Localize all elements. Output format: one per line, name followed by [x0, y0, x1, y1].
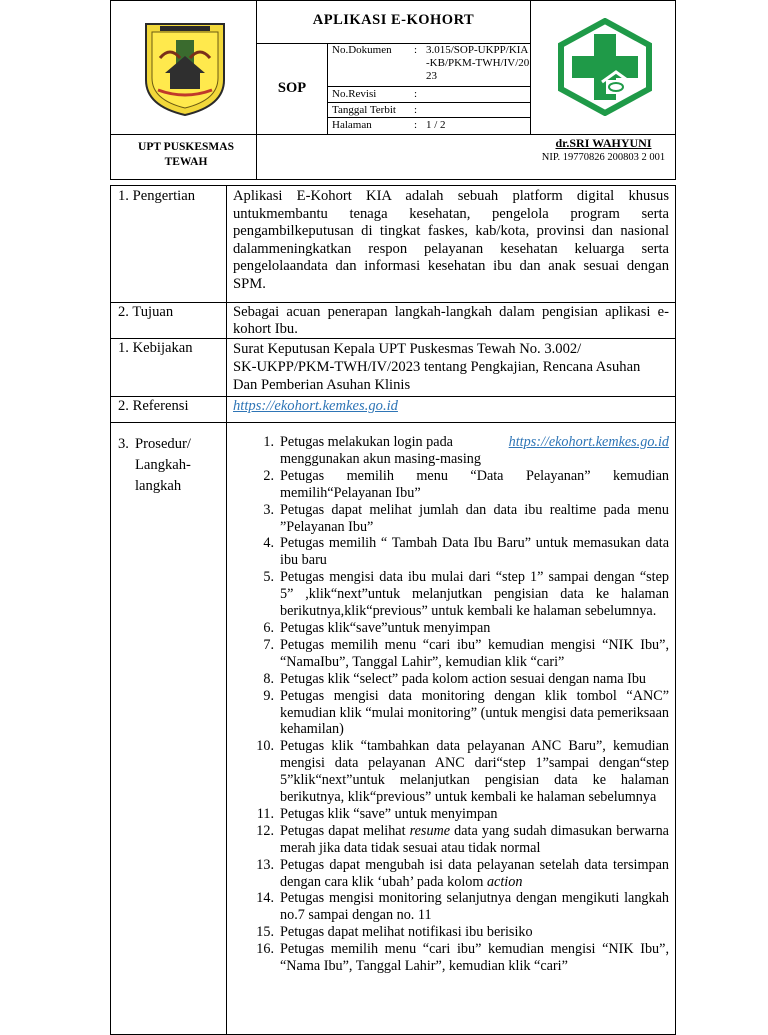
- kebijakan-line-1: Surat Keputusan Kepala UPT Puskesmas Tewah No. 3.002/: [233, 341, 582, 357]
- field-halaman-label: Halaman: [332, 119, 372, 131]
- step-13-text-pre: Petugas dapat mengubah isi data pelayanan setelah data tersimpan dengan cara klik ‘ubah’ pada kolom: [280, 856, 669, 890]
- step-1-link[interactable]: https://ekohort.kemkes.go.id: [508, 434, 669, 450]
- list-item: 14. Petugas mengisi monitoring selanjutnya dengan mengikuti langkah no.7 sampai dengan no. 11: [256, 890, 669, 924]
- field-tanggal-terbit-label: Tanggal Terbit: [332, 104, 396, 116]
- prosedur-label-line-2: Langkah-: [135, 457, 191, 473]
- step-text: Petugas memilih menu “cari ibu” kemudian mengisi “NIK Ibu”, “Nama Ibu”, Tanggal Lahir”, kemudian klik “cari”: [280, 941, 669, 975]
- field-no-dokumen-label: No.Dokumen: [332, 44, 392, 56]
- list-item: 7. Petugas memilih menu “cari ibu” kemudian mengisi “NIK Ibu”, “NamaIbu”, Tanggal Lahir”, kemudian klik “cari”: [263, 636, 669, 670]
- prosedur-label-line-3: langkah: [135, 478, 182, 494]
- field-halaman-sep: :: [414, 119, 418, 131]
- document-title: APLIKASI E-KOHORT: [312, 12, 475, 28]
- section-label-pengertian: 1. Pengertian: [118, 188, 196, 204]
- regional-crest-icon: [140, 18, 230, 118]
- section-label-prosedur: [118, 434, 222, 497]
- kebijakan-line-2: SK-UKPP/PKM-TWH/IV/2023 tentang Pengkajian, Rencana Asuhan: [233, 359, 641, 375]
- list-item: 11. Petugas klik “save” untuk menyimpan: [256, 805, 498, 822]
- step-12-text-post: data yang sudah dimasukan berwarna merah jika data tidak sesuai atau tidak normal: [280, 822, 669, 856]
- list-item: 6. Petugas klik“save”untuk menyimpan: [263, 619, 491, 636]
- field-halaman-value: 1 / 2: [426, 119, 446, 131]
- list-item: 2. Petugas memilih menu “Data Pelayanan” kemudian memilih“Pelayanan Ibu”: [263, 467, 669, 501]
- signer-name: dr.SRI WAHYUNI: [555, 136, 652, 150]
- list-item: 15. Petugas dapat melihat notifikasi ibu berisiko: [256, 924, 533, 941]
- field-no-revisi-label: No.Revisi: [332, 88, 377, 100]
- step-text: Petugas memilih menu “cari ibu” kemudian mengisi “NIK Ibu”, “NamaIbu”, Tanggal Lahir”, kemudian klik “cari”: [280, 636, 669, 670]
- list-item: 3. Petugas dapat melihat jumlah dan data ibu realtime pada menu ”Pelayanan Ibu”: [263, 501, 669, 535]
- prosedur-label-number: 3.: [118, 436, 129, 452]
- step-text: Petugas memilih menu “Data Pelayanan” kemudian memilih“Pelayanan Ibu”: [280, 467, 669, 501]
- section-label-tujuan: 2. Tujuan: [118, 304, 174, 320]
- list-item: 5. Petugas mengisi data ibu mulai dari “step 1” sampai dengan “step 5” ,klik“next”untuk melanjutkan pengisian data ke halaman berikutnya,klik“previous” untuk kembali ke halaman sebelumnya.: [263, 569, 669, 620]
- step-text: Petugas klik “select” pada kolom action sesuai dengan nama Ibu: [280, 670, 647, 687]
- section-label-referensi: 2. Referensi: [118, 398, 189, 414]
- step-12-text-pre: Petugas dapat melihat: [280, 822, 410, 839]
- referensi-link[interactable]: https://ekohort.kemkes.go.id: [233, 398, 398, 414]
- section-text-tujuan: Sebagai acuan penerapan langkah-langkah dalam pengisian aplikasi e-kohort Ibu.: [233, 304, 669, 337]
- list-item: 13. Petugas dapat mengubah isi data pelayanan setelah data tersimpan dengan cara klik ‘ubah’ pada kolom action: [256, 856, 669, 890]
- list-item: 8. Petugas klik “select” pada kolom action sesuai dengan nama Ibu: [263, 670, 647, 687]
- list-item: 9. Petugas mengisi data monitoring dengan klik tombol “ANC” kemudian klik “mulai monitoring” (untuk mengisi data pemeriksaan kehamilan): [263, 687, 669, 738]
- sop-label: SOP: [277, 80, 307, 96]
- step-text: Petugas mengisi data ibu mulai dari “step 1” sampai dengan “step 5” ,klik“next”untuk melanjutkan pengisian data ke halaman berikutnya,klik“previous” untuk kembali ke halaman sebelumnya.: [280, 569, 669, 620]
- step-text: Petugas dapat melihat notifikasi ibu berisiko: [280, 924, 533, 941]
- list-item: 1. Petugas melakukan login pada https://ekohort.kemkes.go.id menggunakan akun masing-masing: [263, 434, 669, 467]
- step-text: Petugas mengisi data monitoring dengan klik tombol “ANC” kemudian klik “mulai monitoring” (untuk mengisi data pemeriksaan kehamilan): [280, 687, 669, 738]
- step-text: Petugas klik “save” untuk menyimpan: [280, 805, 498, 822]
- step-12-emphasis: resume: [409, 822, 451, 839]
- field-no-dokumen-value: 3.015/SOP-UKPP/KIA-KB/PKM-TWH/IV/2023: [426, 44, 530, 82]
- section-label-kebijakan: 1. Kebijakan: [118, 340, 193, 356]
- section-text-kebijakan: [233, 340, 671, 394]
- field-tanggal-terbit-sep: :: [414, 104, 418, 116]
- step-text: Petugas klik “tambahkan data pelayanan ANC Baru”, kemudian mengisi data pelayanan ANC dari“step 1”sampai dengan“step 5”klik“next”untuk melanjutkan pengisian data ke halaman berikutnya, klik“previous” untuk kembali ke halaman sebelumnya: [280, 738, 669, 806]
- step-text: Petugas mengisi monitoring selanjutnya dengan mengikuti langkah no.7 sampai dengan no. 11: [280, 890, 669, 924]
- list-item: 16. Petugas memilih menu “cari ibu” kemudian mengisi “NIK Ibu”, “Nama Ibu”, Tanggal Lahir”, kemudian klik “cari”: [256, 941, 669, 975]
- step-1-text: Petugas melakukan login pada: [280, 434, 453, 450]
- list-item: 10. Petugas klik “tambahkan data pelayanan ANC Baru”, kemudian mengisi data pelayanan ANC dari“step 1”sampai dengan“step 5”klik“next”untuk melanjutkan pengisian data ke halaman berikutnya, klik“previous” untuk kembali ke halaman sebelumnya: [256, 738, 669, 806]
- org-name: UPT PUSKESMAS TEWAH: [138, 141, 234, 168]
- step-13-emphasis: action: [486, 873, 523, 890]
- step-text: Petugas klik“save”untuk menyimpan: [280, 619, 491, 636]
- step-text: Petugas memilih “ Tambah Data Ibu Baru” untuk memasukan data ibu baru: [280, 535, 669, 569]
- prosedur-steps: [230, 434, 669, 975]
- field-no-revisi-sep: :: [414, 88, 418, 100]
- section-text-pengertian: Aplikasi E-Kohort KIA adalah sebuah platform digital khusus untukmembantu tenaga kesehatan, pengelola program serta pengambilkeputusan di tingkat faskes, kab/kota, provinsi dan nasional dalammeningkatkan respon pelayanan kesehatan keluarga serta pengelolaandata dan informasi kesehatan ibu dan anak sesuai dengan SPM.: [233, 188, 669, 292]
- kebijakan-line-3: Dan Pemberian Asuhan Klinis: [233, 377, 411, 393]
- list-item: 12. Petugas dapat melihat resume data yang sudah dimasukan berwarna merah jika data tidak sesuai atau tidak normal: [256, 822, 669, 856]
- step-text: Petugas dapat melihat jumlah dan data ibu realtime pada menu ”Pelayanan Ibu”: [280, 501, 669, 535]
- puskesmas-cross-icon: [556, 18, 654, 116]
- list-item: 4. Petugas memilih “ Tambah Data Ibu Baru” untuk memasukan data ibu baru: [263, 535, 669, 569]
- step-1-text-cont: menggunakan akun masing-masing: [280, 450, 481, 467]
- signer-nip: NIP. 19770826 200803 2 001: [541, 152, 666, 163]
- prosedur-label-line-1: Prosedur/: [135, 436, 191, 452]
- field-no-dokumen-sep: :: [414, 44, 418, 56]
